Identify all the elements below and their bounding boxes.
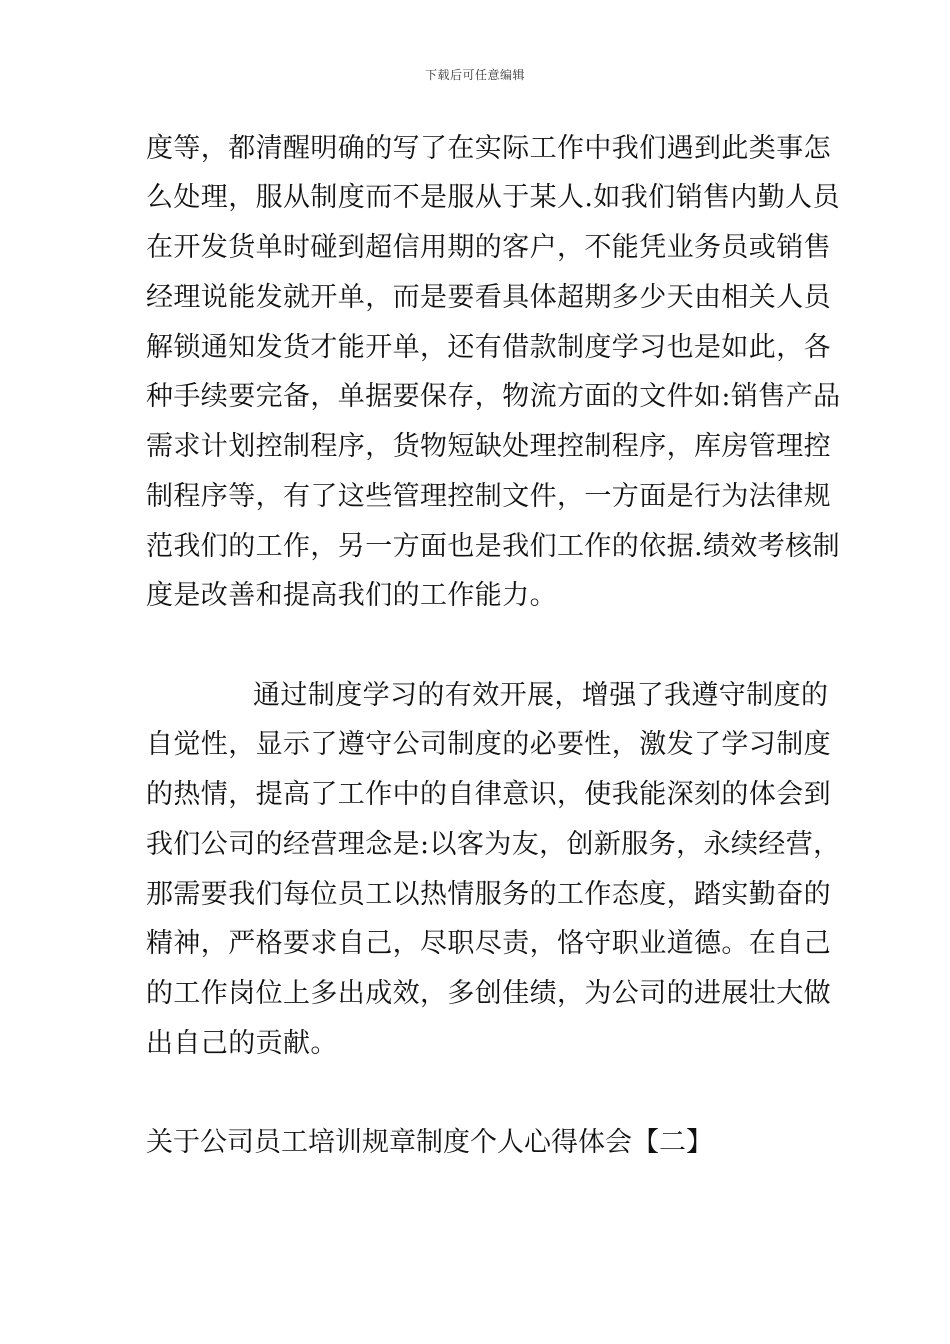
paragraph-line: 么处理，服从制度而不是服从于某人.如我们销售内勤人员 bbox=[146, 182, 840, 213]
paragraph-line: 解锁通知发货才能开单，还有借款制度学习也是如此，各 bbox=[146, 332, 831, 363]
paragraph-line: 制程序等，有了这些管理控制文件，一方面是行为法律规 bbox=[146, 481, 831, 512]
paragraph-line: 需求计划控制程序，货物短缺处理控制程序，库房管理控 bbox=[146, 431, 831, 462]
paragraph-line: 种手续要完备，单据要保存，物流方面的文件如:销售产品 bbox=[146, 381, 841, 412]
paragraph-line: 的工作岗位上多出成效，多创佳绩，为公司的进展壮大做 bbox=[146, 978, 831, 1009]
paragraph-line: 的热情，提高了工作中的自律意识，使我能深刻的体会到 bbox=[146, 779, 831, 810]
paragraph-line: 那需要我们每位员工以热情服务的工作态度，踏实勤奋的 bbox=[146, 879, 831, 910]
paragraph-line: 在开发货单时碰到超信用期的客户，不能凭业务员或销售 bbox=[146, 232, 831, 263]
paragraph-line: 自觉性，显示了遵守公司制度的必要性，激发了学习制度 bbox=[146, 729, 831, 760]
paragraph-line: 精神，严格要求自己，尽职尽责，恪守职业道德。在自己 bbox=[146, 928, 831, 959]
paragraph-line: 出自己的贡献。 bbox=[146, 1028, 338, 1059]
paragraph-line: 经理说能发就开单，而是要看具体超期多少天由相关人员 bbox=[146, 282, 831, 313]
paragraph-line: 我们公司的经营理念是:以客为友，创新服务，永续经营， bbox=[146, 829, 841, 860]
paragraph-line: 通过制度学习的有效开展，增强了我遵守制度的 bbox=[253, 680, 829, 711]
section-heading: 关于公司员工培训规章制度个人心得体会【二】 bbox=[146, 1127, 713, 1158]
header-note: 下载后可任意编辑 bbox=[424, 68, 525, 82]
paragraph-line: 度是改善和提高我们的工作能力。 bbox=[146, 580, 557, 611]
paragraph-line: 度等，都清醒明确的写了在实际工作中我们遇到此类事怎 bbox=[146, 133, 831, 164]
paragraph-line: 范我们的工作，另一方面也是我们工作的依据.绩效考核制 bbox=[146, 531, 840, 562]
